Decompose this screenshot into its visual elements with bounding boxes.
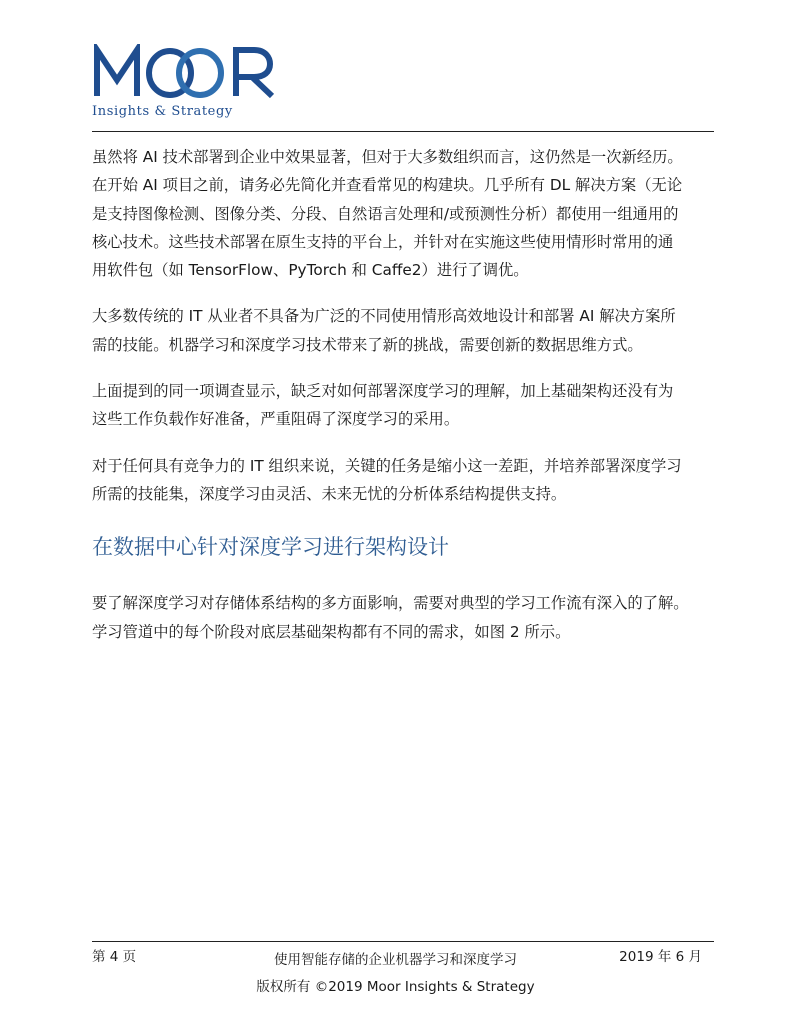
text-line: 所需的技能集，深度学习由灵活、未来无忧的分析体系结构提供支持。 — [92, 484, 567, 503]
company-logo — [92, 44, 292, 126]
section-heading: 在数据中心针对深度学习进行架构设计 — [92, 535, 449, 560]
paragraph — [92, 377, 702, 434]
text-line: 学习管道中的每个阶段对底层基础架构都有不同的需求，如图 2 所示。 — [92, 622, 571, 641]
text-line: 上面提到的同一项调查显示，缺乏对如何部署深度学习的理解，加上基础架构还没有为 — [92, 382, 674, 401]
text-line: 大多数传统的 IT 从业者不具备为广泛的不同使用情形高效地设计和部署 AI 解决方案所 — [92, 307, 676, 326]
footer-divider — [92, 941, 714, 942]
page-number: 第 4 页 — [92, 949, 137, 965]
text-line: 这些工作负载作好准备，严重阻碍了深度学习的采用。 — [92, 410, 460, 429]
text-line: 在开始 AI 项目之前，请务必先简化并查看常见的构建块。几乎所有 DL 解决方案（无论 — [92, 176, 683, 195]
paragraph — [92, 589, 702, 646]
moor-logo-icon — [92, 44, 282, 100]
copyright: 版权所有 ©2019 Moor Insights & Strategy — [256, 979, 535, 995]
header-divider — [92, 131, 714, 132]
text-line: 是支持图像检测、图像分类、分段、自然语言处理和/或预测性分析）都使用一组通用的 — [92, 204, 679, 223]
paragraph — [92, 143, 702, 284]
text-line: 需的技能。机器学习和深度学习技术带来了新的挑战，需要创新的数据思维方式。 — [92, 335, 643, 354]
text-line: 对于任何具有竞争力的 IT 组织来说，关键的任务是缩小这一差距，并培养部署深度学习 — [92, 456, 682, 475]
paragraph — [92, 452, 702, 509]
footer-date: 2019 年 6 月 — [619, 949, 702, 965]
paragraph — [92, 302, 702, 359]
text-line: 核心技术。这些技术部署在原生支持的平台上，并针对在实施这些使用情形时常用的通 — [92, 232, 674, 251]
text-line: 虽然将 AI 技术部署到企业中效果显著，但对于大多数组织而言，这仍然是一次新经历。 — [92, 148, 683, 166]
document-body — [92, 143, 702, 664]
footer-title: 使用智能存储的企业机器学习和深度学习 — [274, 952, 517, 968]
text-line: 要了解深度学习对存储体系结构的多方面影响，需要对典型的学习工作流有深入的了解。 — [92, 594, 689, 613]
logo-subtitle: Insights & Strategy — [92, 104, 233, 119]
text-line: 用软件包（如 TensorFlow、PyTorch 和 Caffe2）进行了调优。 — [92, 261, 529, 280]
